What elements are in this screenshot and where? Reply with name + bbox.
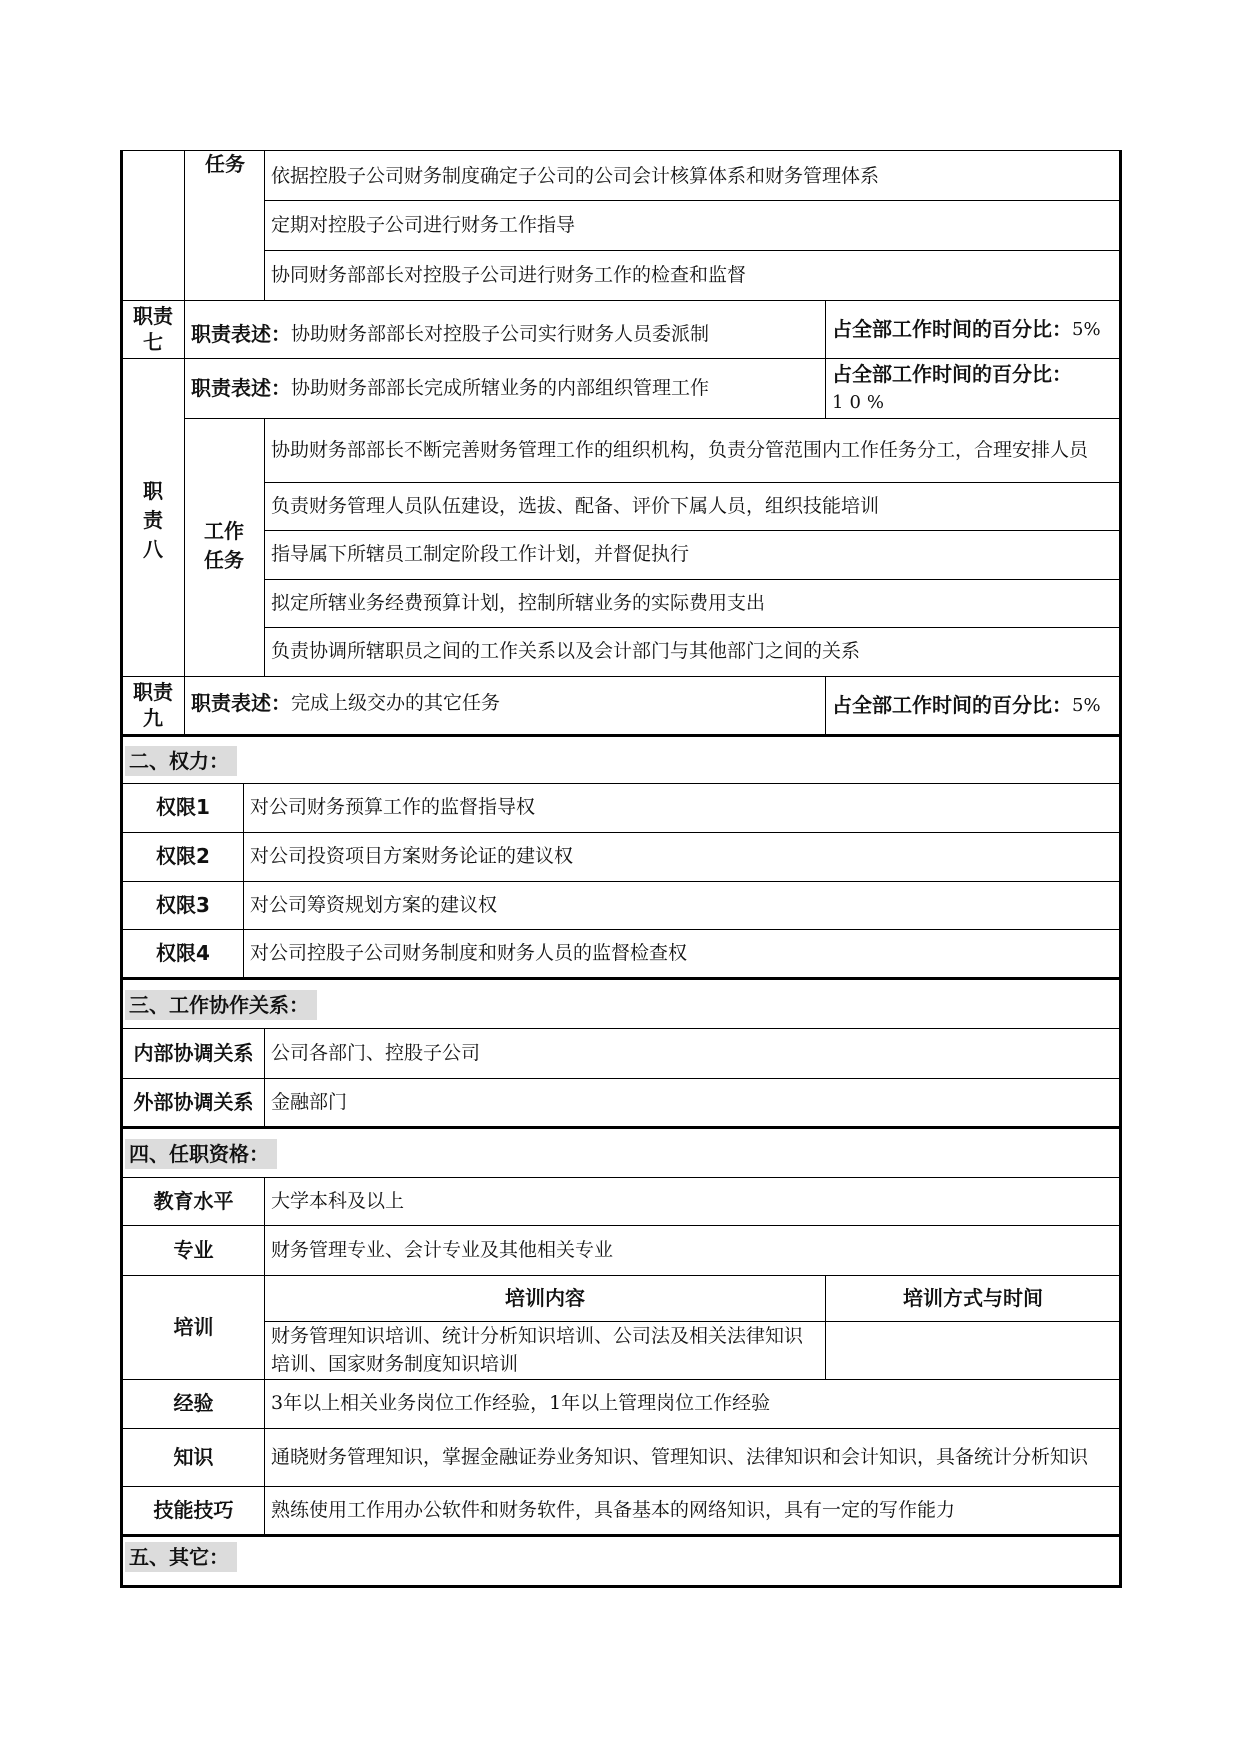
power-section-title: 二、权力： xyxy=(125,746,237,776)
rule-h xyxy=(184,418,1120,419)
duty8-task-label: 工作任务 xyxy=(204,519,244,572)
education-text: 大学本科及以上 xyxy=(271,1189,405,1212)
rule-h xyxy=(120,783,1120,784)
rule-h xyxy=(120,881,1120,882)
major-text: 财务管理专业、会计专业及其他相关专业 xyxy=(271,1238,614,1261)
duty7-desc-text: 协助财务部部长对控股子公司实行财务人员委派制 xyxy=(291,322,710,345)
rule-v xyxy=(825,1275,826,1379)
other-section-title-cell xyxy=(123,1538,1120,1582)
power-4-text: 对公司控股子公司财务制度和财务人员的监督检查权 xyxy=(250,942,688,964)
duty9-desc-label: 职责表述： xyxy=(191,690,291,715)
duty9-pct-value: 5% xyxy=(1072,694,1101,716)
rule-v xyxy=(184,676,185,736)
duty9-label: 职责九 xyxy=(133,680,173,730)
rule-v xyxy=(825,676,826,736)
duty8-task-3: 指导属下所辖员工制定阶段工作计划，并督促执行 xyxy=(271,543,690,565)
duty9-percentage xyxy=(826,676,1120,734)
duty7-description xyxy=(185,310,825,358)
relations-section-title-cell xyxy=(123,981,1120,1028)
duty8-task-5: 负责协调所辖职员之间的工作关系以及会计部门与其他部门之间的关系 xyxy=(271,640,861,662)
task-label: 任务 xyxy=(205,152,245,176)
training-method-text xyxy=(826,1321,1120,1379)
skills-label: 技能技巧 xyxy=(153,1498,234,1522)
rule-h xyxy=(264,627,1120,628)
duty6-task-3: 协同财务部部长对控股子公司进行财务工作的检查和监督 xyxy=(271,263,747,286)
external-relations-label: 外部协调关系 xyxy=(133,1090,254,1114)
power-2-label: 权限2 xyxy=(156,844,210,868)
rule-h xyxy=(120,1428,1120,1429)
duty8-task-4: 拟定所辖业务经费预算计划，控制所辖业务的实际费用支出 xyxy=(271,591,766,614)
duty8-desc-label: 职责表述： xyxy=(191,375,291,400)
rule-h xyxy=(120,1225,1120,1226)
rule-v xyxy=(264,1177,265,1535)
duty8-pct-value: 10% xyxy=(832,392,891,413)
top-border xyxy=(120,150,1122,151)
duty6-task-2: 定期对控股子公司进行财务工作指导 xyxy=(271,213,576,236)
power-1-label: 权限1 xyxy=(156,795,210,819)
rule-v xyxy=(825,300,826,358)
rule-h xyxy=(120,977,1122,980)
rule-v xyxy=(184,358,185,676)
training-content-header: 培训内容 xyxy=(505,1285,585,1310)
rule-v xyxy=(184,300,185,358)
rule-h xyxy=(264,200,1120,201)
other-section-title: 五、其它： xyxy=(125,1542,237,1572)
training-method-header: 培训方式与时间 xyxy=(903,1285,1043,1310)
duty7-pct-value: 5% xyxy=(1072,318,1101,340)
rule-h xyxy=(120,734,1122,737)
duty8-task-1: 协助财务部部长不断完善财务管理工作的组织机构，负责分管范围内工作任务分工，合理安排人员 xyxy=(271,439,1089,461)
outer-border-bottom xyxy=(120,1585,1122,1588)
duty8-description xyxy=(185,358,825,418)
rule-h xyxy=(120,1078,1120,1079)
internal-relations-text: 公司各部门、控股子公司 xyxy=(271,1041,481,1064)
rule-h xyxy=(120,1486,1120,1487)
duty9-pct-label: 占全部工作时间的百分比： xyxy=(832,692,1072,717)
experience-label: 经验 xyxy=(173,1391,214,1415)
external-relations-text: 金融部门 xyxy=(271,1091,348,1113)
qualification-section-title-cell xyxy=(123,1130,1120,1177)
duty7-desc-label: 职责表述： xyxy=(191,321,291,346)
duty8-desc-text: 协助财务部部长完成所辖业务的内部组织管理工作 xyxy=(291,376,710,399)
knowledge-text: 通晓财务管理知识，掌握金融证券业务知识、管理知识、法律知识和会计知识，具备统计分析知识 xyxy=(271,1446,1089,1468)
rule-h xyxy=(120,1177,1120,1178)
education-label: 教育水平 xyxy=(153,1188,234,1213)
rule-v xyxy=(184,150,185,300)
duty8-percentage xyxy=(826,358,1120,418)
rule-h xyxy=(264,579,1120,580)
rule-h xyxy=(120,929,1120,930)
major-label: 专业 xyxy=(173,1237,214,1262)
duty8-label: 职责八 xyxy=(143,478,163,561)
rule-h xyxy=(120,832,1120,833)
rule-h xyxy=(120,1275,1120,1276)
rule-h xyxy=(120,300,1120,301)
power-section-title-cell xyxy=(123,739,1120,783)
internal-relations-label: 内部协调关系 xyxy=(133,1040,254,1065)
duty8-pct-label: 占全部工作时间的百分比： xyxy=(832,362,1072,386)
rule-h xyxy=(120,1379,1120,1380)
qualification-section-title: 四、任职资格： xyxy=(125,1139,277,1169)
rule-v xyxy=(264,418,265,676)
rule-h xyxy=(120,1534,1122,1537)
duty7-percentage xyxy=(826,300,1120,358)
outer-border-right xyxy=(1119,150,1122,1588)
rule-v xyxy=(264,150,265,300)
knowledge-label: 知识 xyxy=(173,1444,214,1469)
rule-h xyxy=(264,1321,1120,1322)
rule-h xyxy=(264,250,1120,251)
rule-h xyxy=(264,530,1120,531)
power-3-label: 权限3 xyxy=(156,892,210,917)
duty6-task-1: 依据控股子公司财务制度确定子公司的公司会计核算体系和财务管理体系 xyxy=(271,164,880,187)
power-1-text: 对公司财务预算工作的监督指导权 xyxy=(250,796,536,818)
training-content-text: 财务管理知识培训、统计分析知识培训、公司法及相关法律知识培训、国家财务制度知识培训 xyxy=(271,1325,804,1375)
rule-v xyxy=(825,358,826,418)
relations-section-title: 三、工作协作关系： xyxy=(125,990,317,1020)
training-label: 培训 xyxy=(173,1314,214,1339)
duty9-description xyxy=(185,678,825,728)
duty8-task-2: 负责财务管理人员队伍建设，选拔、配备、评价下属人员，组织技能培训 xyxy=(271,494,880,517)
power-4-label: 权限4 xyxy=(156,941,210,965)
power-2-text: 对公司投资项目方案财务论证的建议权 xyxy=(250,845,574,867)
rule-h xyxy=(120,1126,1122,1129)
outer-border-left xyxy=(120,150,123,1588)
rule-h xyxy=(120,676,1120,677)
rule-h xyxy=(120,358,1120,359)
duty9-desc-text: 完成上级交办的其它任务 xyxy=(291,691,501,714)
duty7-label: 职责七 xyxy=(133,304,173,354)
experience-text: 3年以上相关业务岗位工作经验，1年以上管理岗位工作经验 xyxy=(271,1392,771,1414)
duty7-pct-label: 占全部工作时间的百分比： xyxy=(832,316,1072,341)
skills-text: 熟练使用工作用办公软件和财务软件，具备基本的网络知识，具有一定的写作能力 xyxy=(271,1499,956,1521)
rule-h xyxy=(264,482,1120,483)
rule-h xyxy=(120,1028,1120,1029)
power-3-text: 对公司筹资规划方案的建议权 xyxy=(250,893,498,916)
